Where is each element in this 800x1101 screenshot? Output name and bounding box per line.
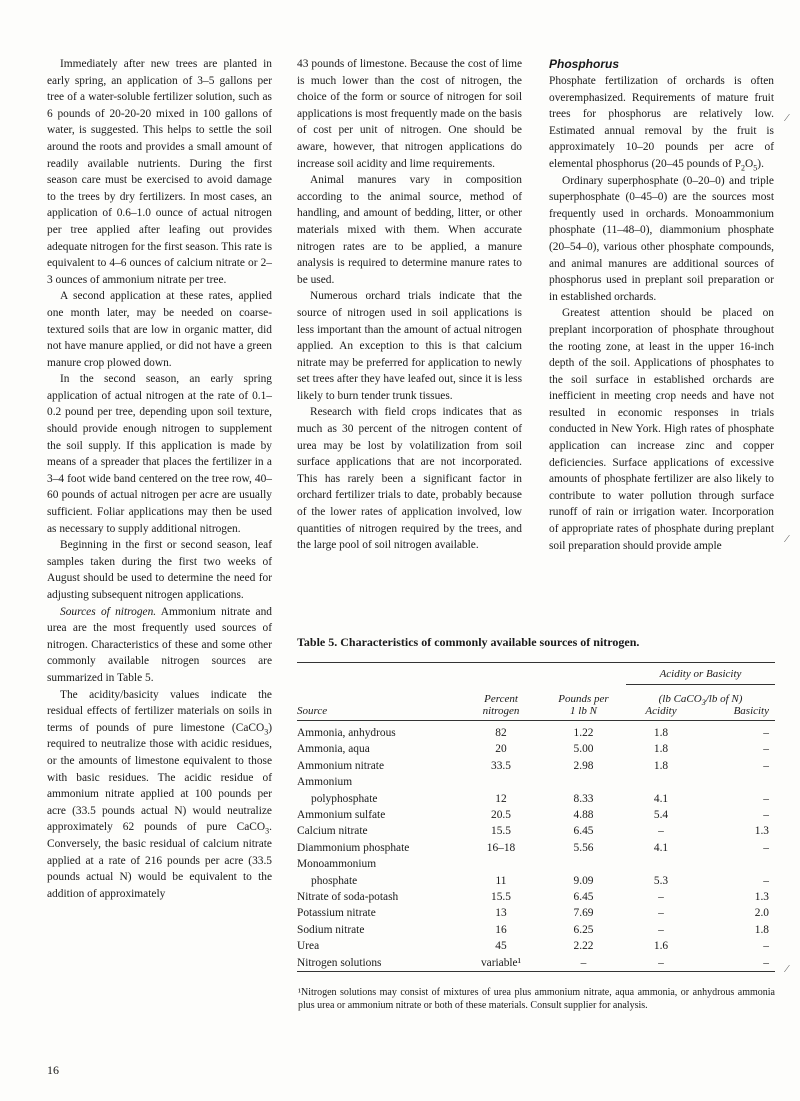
acidity-cell: 1.6: [653, 940, 669, 953]
percent-cell: variable¹: [480, 956, 522, 969]
percent-cell: 12: [495, 792, 507, 805]
pounds-cell: 1.22: [573, 727, 594, 739]
paragraph-text: . Conversely, the basic residual of calcium nitrate applied at a rate of 216 pounds per acre (33.5 pounds actual N) would be equivalent to the addition of approximately: [47, 821, 272, 900]
paragraph: [549, 73, 774, 173]
table-row: [297, 791, 775, 807]
source-cell: Urea: [297, 940, 320, 953]
pounds-cell: –: [580, 956, 587, 969]
pounds-cell: 2.22: [573, 940, 594, 953]
acidity-cell: 4.1: [653, 792, 669, 805]
basicity-cell: –: [763, 743, 769, 756]
empty-cell: [626, 856, 696, 872]
subscript: 3: [701, 698, 706, 708]
pounds-cell: 6.25: [573, 923, 594, 936]
paragraph: [47, 604, 272, 687]
table-row: [297, 905, 775, 921]
table-row: [297, 721, 775, 742]
run-in-heading: Sources of nitrogen.: [60, 605, 157, 618]
source-cell: Ammonium nitrate: [297, 759, 384, 772]
pounds-cell: 8.33: [573, 792, 594, 805]
subscript: 2: [741, 163, 746, 173]
pounds-cell: 9.09: [573, 874, 594, 887]
table-5: [297, 635, 775, 1012]
subscript: 3: [264, 727, 269, 737]
table-row: [297, 823, 775, 839]
paragraph-text: Phosphate fertilization of orchards is often overemphasized. Requirements of mature fruit trees for phosphorus are relatively low. Estimated annual removal by the fruit is approximately 10–20 pounds per acre of elemental phosphorus (20–45 pounds of P: [549, 75, 774, 170]
acidity-cell: –: [658, 956, 664, 969]
source-cell: Nitrate of soda-potash: [297, 891, 399, 904]
basicity-cell: –: [763, 727, 769, 739]
paragraph: A second application at these rates, applied one month later, may be needed on coarse-textured soils that are low in organic matter, did not have manure applied, or did not have a green manure crop plowed down.: [47, 290, 272, 369]
paragraph-text: ) required to neutralize those with acidic residues, or the amounts of limestone equivalent to those with basic residues. The acidic residue of ammonium nitrate applied at 100 pounds per acre (33.5 pounds actual N) would neutralize approximately 62 pounds of pure CaCO: [47, 721, 272, 834]
source-cell: Diammonium phosphate: [297, 841, 410, 854]
paragraph: Numerous orchard trials indicate that the source of nitrogen used in soil applications is less important than the amount of actual nitrogen applied. An exception to this is that calcium nitrate may be preferred for application to newly set trees after they have leafed out, since it is less likely to burn tender trunk tissues.: [297, 290, 522, 402]
source-cell: Ammonia, anhydrous: [297, 727, 396, 739]
basicity-cell: 1.8: [754, 923, 769, 936]
unit-label: /lb of N): [705, 693, 743, 705]
paragraph: Animal manures vary in composition according to the animal source, method of handling, and amount of bedding, litter, or other materials mixed with them. When accurate nitrogen rates are to be applied, a manure analysis is required to determine manure rates to be used.: [297, 174, 522, 286]
text-column-2: [297, 56, 522, 554]
basicity-cell: 2.0: [754, 907, 769, 920]
percent-cell: 16–18: [486, 841, 516, 854]
basicity-cell: –: [763, 874, 769, 887]
table-row: [297, 873, 775, 889]
acidity-cell: –: [658, 825, 664, 838]
pounds-cell: 2.98: [573, 759, 594, 772]
source-cell: Ammonia, aqua: [297, 743, 370, 756]
percent-cell: 82: [495, 727, 507, 739]
table-row: [297, 758, 775, 774]
basicity-cell: –: [763, 940, 769, 953]
subscript: 5: [753, 163, 758, 173]
pounds-cell: 6.45: [573, 825, 594, 838]
acidity-cell: 1.8: [653, 743, 669, 756]
acidity-cell: –: [658, 891, 664, 904]
table-row: [297, 889, 775, 905]
empty-cell: [541, 774, 626, 790]
percent-cell: 15.5: [491, 825, 511, 838]
basicity-cell: –: [763, 809, 769, 822]
table-footnote: ¹Nitrogen solutions may consist of mixtures of urea plus ammonium nitrate, aqua ammonia, or anhydrous ammonia plus urea or ammonium nitrate or both of these materials. Consult supplier for analysis.: [298, 987, 775, 1012]
paragraph: Beginning in the first or second season, leaf samples taken during the first two weeks of August should be used to determine the need for adjusting subsequent nitrogen applications.: [47, 539, 272, 601]
pounds-cell: 4.88: [573, 809, 594, 822]
source-cell: Monoammonium: [297, 858, 377, 871]
paragraph: Immediately after new trees are planted in early spring, an application of 3–5 gallons per tree of a water-soluble fertilizer solution, such as 6 pounds of 20-20-20 mixed in 100 gallons of water, is suggested. This helps to settle the soil around the roots and provides a small amount of readily available nutrients. During the first season care must be exercised to avoid damage to the trees by dry fertilizers. In most cases, an application of 0.6–1.0 ounce of actual nitrogen per tree applied after leafing out provides adequate nitrogen for the first season. This rate is equivalent to 4–6 ounces of calcium nitrate or 2–3 ounces of ammonium nitrate per tree.: [47, 58, 272, 286]
percent-cell: 20: [495, 743, 507, 756]
percent-cell: 13: [495, 907, 507, 920]
table-row: [297, 774, 775, 790]
acidity-cell: –: [658, 907, 664, 920]
paragraph: In the second season, an early spring application of actual nitrogen at the rate of 0.1–0.2 pound per tree, depending upon soil texture, should provide enough nitrogen to supplement the soil supply. If this application is made by means of a spreader that places the fertilizer in a 3–4 foot wide band centered on the tree row, 40–60 pounds of actual nitrogen per acre are usually sufficient. Foliar applications may then be used as necessary to supply additional nitrogen.: [47, 373, 272, 535]
pounds-cell: 6.45: [573, 891, 594, 904]
column-header: [626, 685, 775, 706]
paragraph-text: Ammonium nitrate and urea are the most frequently used sources of nitrogen. Characteristics of these and some other commonly available nitrogen sources are summarized in Table 5.: [47, 605, 272, 684]
nitrogen-sources-table: [297, 662, 775, 972]
table-row: [297, 807, 775, 823]
page-number: 16: [47, 1063, 59, 1077]
source-cell: Calcium nitrate: [297, 825, 368, 838]
empty-cell: [696, 774, 775, 790]
section-heading: Phosphorus: [549, 57, 620, 71]
acidity-cell: –: [658, 923, 664, 936]
basicity-cell: 1.3: [754, 825, 769, 838]
pounds-cell: 5.56: [573, 841, 594, 854]
margin-mark: ⁄: [786, 963, 788, 975]
paragraph: 43 pounds of limestone. Because the cost of lime is much lower than the cost of nitrogen, the choice of the form or source of nitrogen for soil applications is most frequently made on the basis of cost per unit of nitrogen. One should be aware, however, that nitrogen applications do increase soil acidity and lime requirements.: [297, 58, 522, 170]
column-header: Pounds per: [558, 692, 609, 705]
table-row: [297, 840, 775, 856]
table-row: [297, 955, 775, 972]
acidity-cell: 1.8: [653, 727, 669, 739]
empty-cell: [461, 774, 541, 790]
acidity-cell: 5.4: [653, 809, 669, 822]
basicity-cell: –: [763, 956, 769, 969]
table-body: [297, 721, 775, 972]
percent-cell: 11: [495, 874, 507, 887]
source-cell: polyphosphate: [311, 792, 378, 805]
acidity-cell: 1.8: [653, 759, 669, 772]
percent-cell: 45: [495, 940, 507, 953]
percent-cell: 33.5: [491, 759, 511, 772]
table-title: Table 5. Characteristics of commonly available sources of nitrogen.: [297, 635, 640, 649]
table-row: [297, 938, 775, 954]
column-header: Percent: [484, 692, 518, 705]
paragraph-text: ).: [757, 157, 764, 170]
empty-cell: [461, 856, 541, 872]
basicity-cell: –: [763, 792, 769, 805]
basicity-cell: 1.3: [754, 891, 769, 904]
column-header: Source: [297, 705, 328, 717]
acidity-cell: 5.3: [653, 874, 669, 887]
table-row: [297, 856, 775, 872]
source-cell: Ammonium sulfate: [297, 809, 386, 822]
paragraph: [47, 687, 272, 903]
column-header: nitrogen: [482, 705, 520, 717]
column-header: Basicity: [733, 705, 769, 717]
empty-cell: [696, 856, 775, 872]
margin-mark: ⁄: [786, 112, 788, 124]
paragraph: Greatest attention should be placed on preplant incorporation of phosphate throughout the rooting zone, at least in the upper 16-inch depth of the soil. Applications of phosphates to the soil surface in established orchards are inefficient in meeting crop needs and have not resulted in economic responses in trials conducted in New York. High rates of phosphate application can increase zinc and copper deficiencies. Surface applications of excessive amounts of phosphate fertilizer are also likely to contribute to water pollution through surface runoff of rain or irrigation water. Incorporation of appropriate rates of phosphate during preplant soil preparation should provide ample: [549, 307, 774, 552]
percent-cell: 15.5: [491, 891, 511, 904]
source-cell: phosphate: [311, 874, 358, 887]
percent-cell: 20.5: [491, 809, 511, 822]
basicity-cell: –: [763, 759, 769, 772]
source-cell: Sodium nitrate: [297, 923, 365, 936]
group-header: Acidity or Basicity: [626, 663, 775, 685]
column-header: 1 lb N: [570, 705, 597, 717]
unit-label: (lb CaCO: [658, 693, 702, 705]
text-column-3: [549, 56, 774, 554]
pounds-cell: 7.69: [573, 907, 594, 920]
column-header: Acidity: [645, 705, 677, 717]
source-cell: Nitrogen solutions: [297, 956, 382, 969]
empty-cell: [626, 774, 696, 790]
empty-cell: [541, 856, 626, 872]
paragraph: Ordinary superphosphate (0–20–0) and triple superphosphate (0–45–0) are the sources most frequently used in orchards. Monoammonium phosphate (11–48–0), diammonium phosphate (20–54–0), various other phosphate compounds, and animal manures are additional sources of phosphorus used in preplant soil preparation or in established orchards.: [549, 174, 774, 303]
table-row: [297, 922, 775, 938]
paragraph-text: The acidity/basicity values indicate the residual effects of fertilizer materials on soils in terms of pounds of pure limestone (CaCO: [47, 688, 272, 734]
pounds-cell: 5.00: [573, 743, 594, 756]
subscript: 3: [265, 826, 270, 836]
paragraph-text: O: [745, 157, 754, 170]
table-row: [297, 741, 775, 757]
percent-cell: 16: [495, 923, 507, 936]
margin-mark: ⁄: [786, 533, 788, 545]
paragraph: Research with field crops indicates that as much as 30 percent of the nitrogen content of urea may be lost by volatilization from soil surface applications that are not incorporated. This has rarely been a significant factor in orchard fertilizer trials to date, probably because of the lower rates of application involved, low quantities of nitrogen required by the trees, and the large pool of soil nitrogen available.: [297, 406, 522, 552]
acidity-cell: 4.1: [653, 841, 669, 854]
text-column-1: [47, 56, 272, 902]
source-cell: Ammonium: [297, 776, 353, 789]
source-cell: Potassium nitrate: [297, 907, 376, 920]
basicity-cell: –: [763, 841, 769, 854]
